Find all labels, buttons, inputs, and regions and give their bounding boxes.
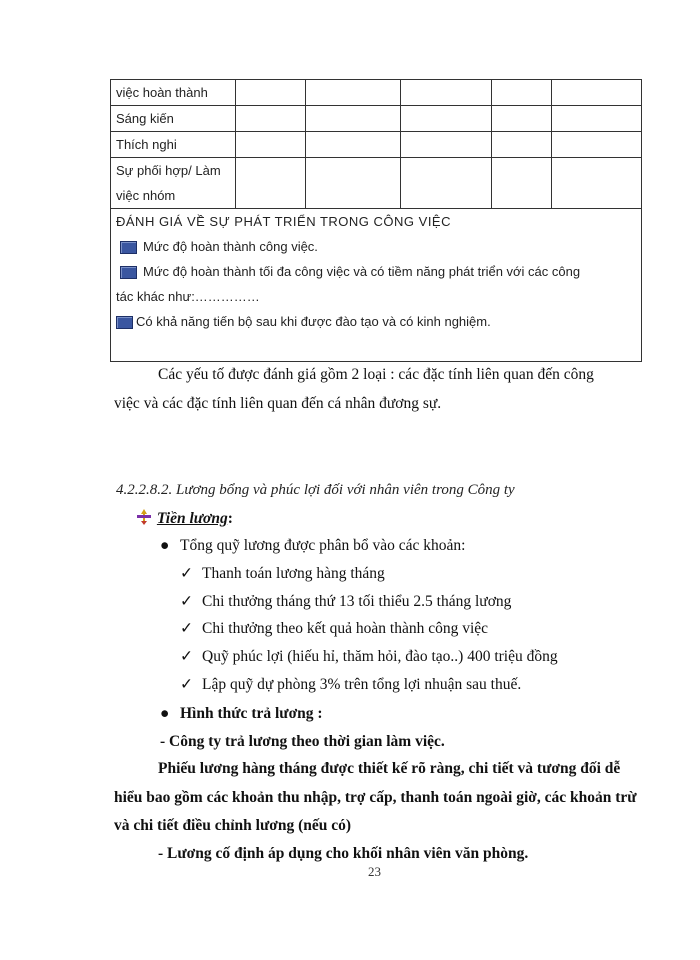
checkmark-icon: ✓ [180,593,193,610]
development-option: Mức độ hoàn thành công việc. [116,234,641,259]
evaluation-table [110,79,642,362]
criterion-label: Sự phối hợp/ Làm việc nhóm [111,158,236,209]
development-cell: ĐÁNH GIÁ VỀ SỰ PHÁT TRIỂN TRONG CÔNG VIỆC Mức độ hoàn thành công việc. Mức độ hoàn thành tối đa công việc và có tiềm năng phát triển với các công tác khác như:…………… Có khả năng tiến bộ sau khi được đào tạo và có kinh nghiệm. [111,209,642,362]
section-heading: 4.2.2.8.2. Lương bổng và phúc lợi đối với nhân viên trong Công ty [116,482,515,498]
criterion-label: việc hoàn thành [111,80,236,106]
checkmark-icon: ✓ [180,620,193,637]
checkmark-icon: ✓ [180,676,193,693]
paragraph-line: Phiếu lương hàng tháng được thiết kế rõ ràng, chi tiết và tương đối dễ [158,760,621,777]
criterion-label: Thích nghi [111,132,236,158]
development-option: Có khả năng tiến bộ sau khi được đào tạo và có kinh nghiệm. [116,309,641,334]
development-title: ĐÁNH GIÁ VỀ SỰ PHÁT TRIỂN TRONG CÔNG VIỆC [116,214,451,229]
development-row [111,209,642,362]
square-bullet-icon [120,266,137,279]
paragraph-line: và chi tiết điều chỉnh lương (nếu có) [114,817,352,834]
cross-arrow-bullet-icon [135,508,153,526]
checkmark-icon: ✓ [180,565,193,582]
paragraph-line: Các yếu tố được đánh giá gồm 2 loại : các đặc tính liên quan đến công [158,366,594,383]
bullet-dot-icon: ● [160,705,170,722]
list-item: ✓ Thanh toán lương hàng tháng [180,565,385,582]
list-item: ● Tổng quỹ lương được phân bổ vào các khoản: [160,537,466,554]
list-item: ✓ Chi thưởng tháng thứ 13 tối thiểu 2.5 tháng lương [180,593,512,610]
table-row [111,80,642,106]
bullet-dot-icon: ● [160,537,170,554]
salary-heading: Tiền lương: [135,508,233,528]
list-item: ✓ Lập quỹ dự phòng 3% trên tổng lợi nhuận sau thuế. [180,676,522,693]
list-item: ● Hình thức trả lương : [160,705,323,722]
paragraph-line: - Công ty trả lương theo thời gian làm việc. [160,733,445,750]
development-option: Mức độ hoàn thành tối đa công việc và có tiềm năng phát triển với các công [116,259,641,284]
square-bullet-icon [116,316,133,329]
paragraph-line: - Lương cố định áp dụng cho khối nhân viên văn phòng. [158,845,529,862]
square-bullet-icon [120,241,137,254]
table-row [111,106,642,132]
page-number: 23 [368,864,381,879]
paragraph-line: việc và các đặc tính liên quan đến cá nhân đương sự. [114,395,442,412]
table-row [111,158,642,209]
criterion-label: Sáng kiến [111,106,236,132]
list-item: ✓ Quỹ phúc lợi (hiếu hỉ, thăm hỏi, đào tạo..) 400 triệu đồng [180,648,558,665]
paragraph-line: hiểu bao gồm các khoản thu nhập, trợ cấp, thanh toán ngoài giờ, các khoản trừ [114,789,637,806]
list-item: ✓ Chi thưởng theo kết quả hoàn thành công việc [180,620,489,637]
table-row [111,132,642,158]
checkmark-icon: ✓ [180,648,193,665]
